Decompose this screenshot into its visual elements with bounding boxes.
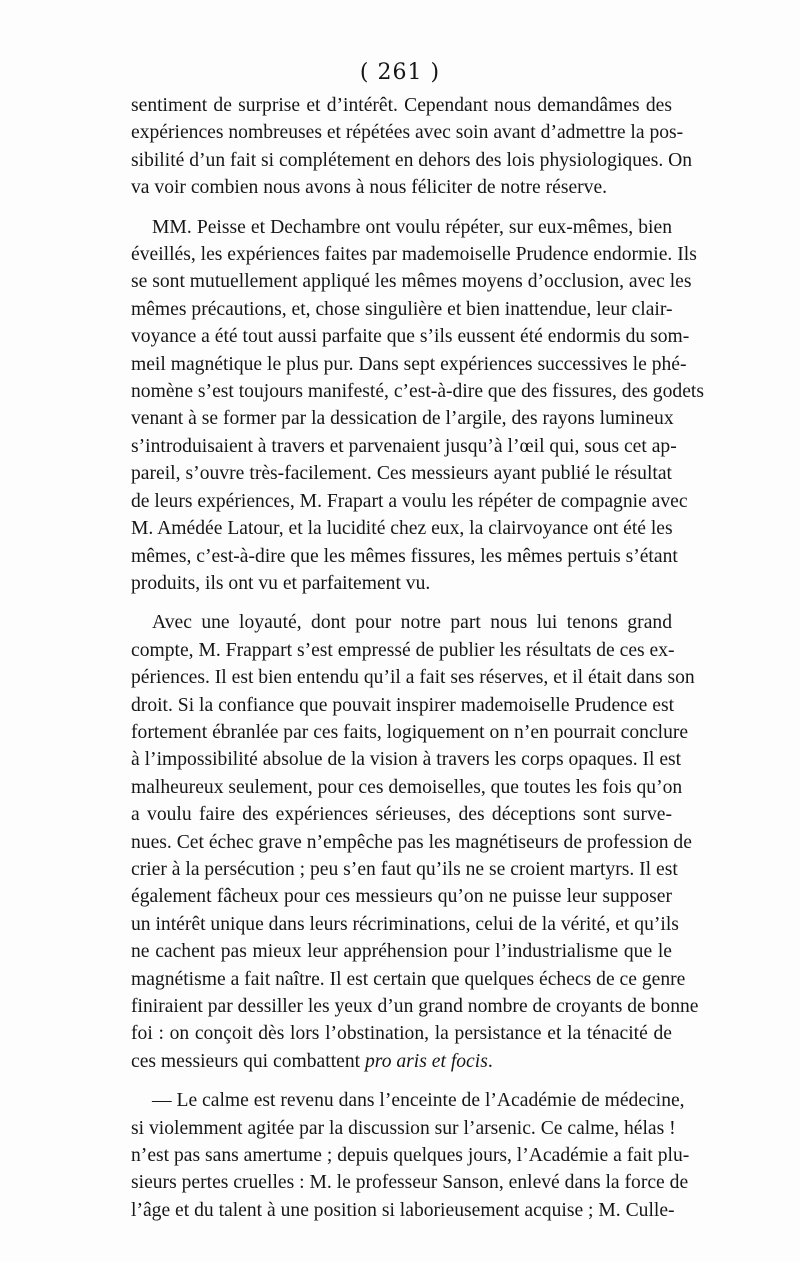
text-line: — Le calme est revenu dans l’enceinte de l’Académie de médecine, (152, 1090, 685, 1112)
text-line: meil magnétique le plus pur. Dans sept expériences successives le phé- (131, 353, 687, 375)
text-line: foi : on conçoit dès lors l’obstination, la persistance et la ténacité de (131, 1023, 672, 1045)
text-line: venant à se former par la dessication de l’argile, des rayons lumineux (131, 408, 674, 430)
text-line: fortement ébranlée par ces faits, logiquement on n’en pourrait conclure (131, 721, 689, 743)
paragraph-1 (131, 92, 693, 202)
text-line: nomène s’est toujours manifesté, c’est-à-dire que des fissures, des godets (131, 381, 704, 403)
text-line: mêmes précautions, et, chose singulière et bien inattendue, leur clair- (131, 298, 673, 320)
text-line: malheureux seulement, pour ces demoiselles, que toutes les fois qu’on (131, 776, 683, 798)
text-line: Avec une loyauté, dont pour notre part nous lui tenons grand (152, 612, 672, 634)
text-line: voyance a été tout aussi parfaite que s’ils eussent été endormis du som- (131, 326, 690, 348)
text-line: finiraient par dessiller les yeux d’un grand nombre de croyants de bonne (131, 996, 699, 1017)
paragraph-2 (131, 214, 704, 598)
text-line: périences. Il est bien entendu qu’il a fait ses réserves, et il était dans son (131, 667, 695, 689)
text-line: de leurs expériences, M. Frapart a voulu les répéter de compagnie avec (131, 490, 688, 512)
text-line: à l’impossibilité absolue de la vision à travers les corps opaques. Il est (131, 749, 682, 771)
latin-phrase: pro aris et focis (365, 1050, 488, 1072)
text-line: un intérêt unique dans leurs récriminations, celui de la vérité, et qu’ils (131, 913, 679, 935)
paragraph-4 (131, 1087, 690, 1224)
text-line: pareil, s’ouvre très-facilement. Ces messieurs ayant publié le résultat (131, 463, 672, 485)
text-line: va voir combien nous avons à nous féliciter de notre réserve. (131, 177, 608, 199)
text-line: l’âge et du talent à une position si laborieusement acquise ; M. Culle- (131, 1199, 675, 1221)
text-line: mêmes, c’est-à-dire que les mêmes fissures, les mêmes pertuis s’étant (131, 545, 678, 567)
text-line: crier à la persécution ; peu s’en faut qu’ils ne se croient martyrs. Il est (131, 858, 678, 880)
text-line: sentiment de surprise et d’intérêt. Cependant nous demandâmes des (131, 95, 672, 116)
text-line: ne cachent pas mieux leur appréhension pour l’industrialisme que le (131, 941, 672, 963)
text-line: M. Amédée Latour, et la lucidité chez eux, la clairvoyance ont été les (131, 518, 673, 540)
text-line: expériences nombreuses et répétées avec soin avant d’admettre la pos- (131, 122, 684, 144)
text-line-with-italic (131, 1048, 672, 1075)
text-line: sibilité d’un fait si complétement en dehors des lois physiologiques. On (131, 149, 693, 171)
text-line: produits, ils ont vu et parfaitement vu. (131, 572, 431, 594)
text-line: droit. Si la confiance que pouvait inspirer mademoiselle Prudence est (131, 694, 675, 716)
sentence-end: . (487, 1050, 493, 1072)
text-line: nues. Cet échec grave n’empêche pas les magnétiseurs de profession de (131, 831, 692, 853)
text-line: s’introduisaient à travers et parvenaient jusqu’à l’œil qui, sous cet ap- (131, 435, 677, 457)
text-line: magnétisme a fait naître. Il est certain que quelques échecs de ce genre (131, 968, 686, 990)
page-number: ( 261 ) (359, 60, 441, 85)
text-line: compte, M. Frappart s’est empressé de publier les résultats de ces ex- (131, 639, 675, 661)
text-line: sieurs pertes cruelles : M. le professeur Sanson, enlevé dans la force de (131, 1172, 689, 1194)
text-line: MM. Peisse et Dechambre ont voulu répéter, sur eux-mêmes, bien (152, 216, 672, 238)
text-line: a voulu faire des expériences sérieuses, des déceptions sont surve- (131, 804, 672, 826)
text-line: se sont mutuellement appliqué les mêmes moyens d’occlusion, avec les (131, 271, 692, 293)
paragraph-3 (131, 609, 699, 1075)
text-line: éveillés, les expériences faites par mademoiselle Prudence endormie. Ils (131, 244, 697, 266)
text-fragment: ces messieurs qui combattent (131, 1050, 361, 1072)
text-line: également fâcheux pour ces messieurs qu’on ne puisse leur supposer (131, 886, 672, 908)
body-text (131, 92, 704, 1224)
text-line: n’est pas sans amertume ; depuis quelques jours, l’Académie a fait plu- (131, 1145, 690, 1167)
text-line: si violemment agitée par la discussion sur l’arsenic. Ce calme, hélas ! (131, 1117, 676, 1139)
